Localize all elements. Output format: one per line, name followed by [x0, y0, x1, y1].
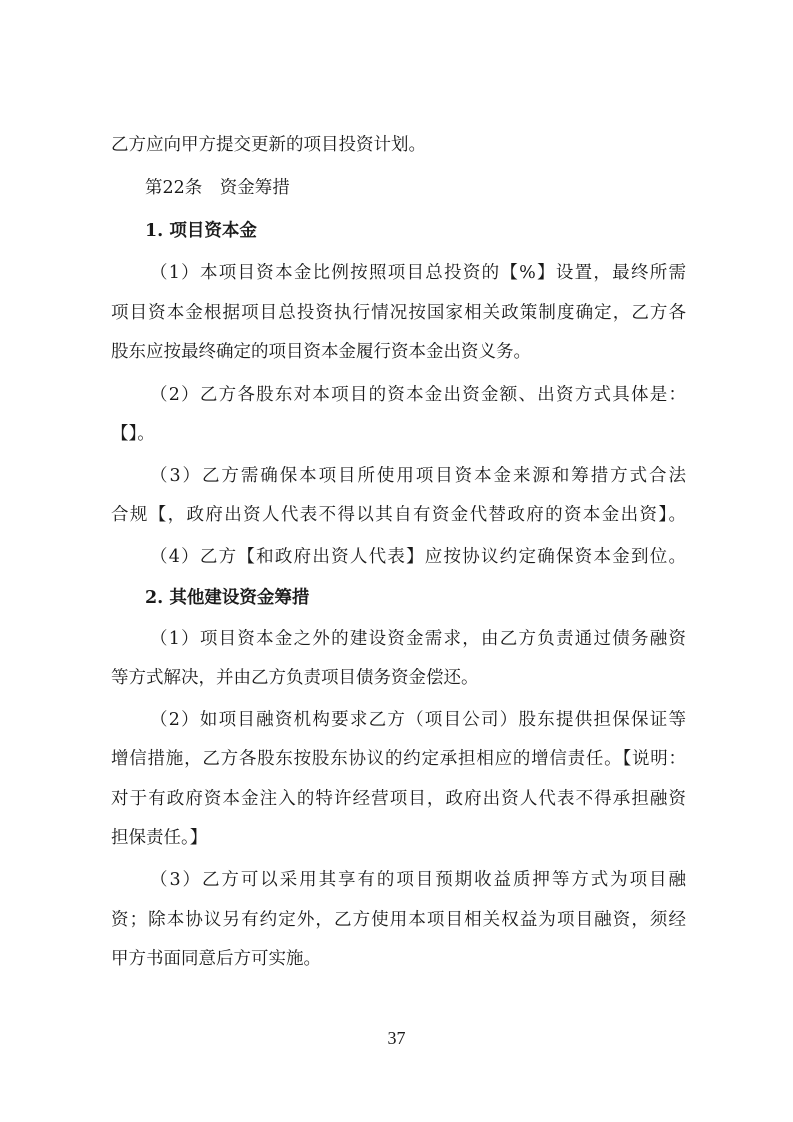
paragraph-line: 【】。	[111, 424, 155, 444]
paragraph-line: （2）乙方各股东对本项目的资本金出资金额、出资方式具体是：	[150, 385, 686, 405]
paragraph-line: （3）乙方可以采用其享有的项目预期收益质押等方式为项目融	[150, 870, 686, 890]
paragraph-line: 等方式解决，并由乙方负责项目债务资金偿还。	[111, 668, 479, 688]
paragraph-line: （2）如项目融资机构要求乙方（项目公司）股东提供担保保证等	[150, 710, 686, 730]
paragraph-line: （3）乙方需确保本项目所使用项目资本金来源和筹措方式合法	[150, 466, 686, 486]
paragraph-line: 合规【，政府出资人代表不得以其自有资金代替政府的资本金出资】。	[111, 505, 686, 525]
section-heading: 1. 项目资本金	[145, 221, 257, 241]
page-number: 37	[387, 1028, 406, 1048]
paragraph-line: （4）乙方【和政府出资人代表】应按协议约定确保资本金到位。	[150, 547, 686, 567]
paragraph-line: 股东应按最终确定的项目资本金履行资本金出资义务。	[111, 342, 531, 362]
paragraph-line: 甲方书面同意后方可实施。	[111, 949, 321, 969]
paragraph-line: 项目资本金根据项目总投资执行情况按国家相关政策制度确定，乙方各	[111, 303, 686, 323]
paragraph-line: 对于有政府资本金注入的特许经营项目，政府出资人代表不得承担融资	[111, 789, 686, 809]
section-heading: 2. 其他建设资金筹措	[145, 588, 310, 608]
article-heading: 第22条 资金筹措	[145, 178, 290, 198]
text-line: 乙方应向甲方提交更新的项目投资计划。	[111, 135, 426, 155]
paragraph-line: （1）本项目资本金比例按照项目总投资的【%】设置，最终所需	[150, 263, 686, 283]
paragraph-line: 担保责任。】	[111, 828, 208, 848]
paragraph-line: 资；除本协议另有约定外，乙方使用本项目相关权益为项目融资，须经	[111, 910, 686, 930]
paragraph-line: （1）项目资本金之外的建设资金需求，由乙方负责通过债务融资	[150, 629, 686, 649]
paragraph-line: 增信措施，乙方各股东按股东协议的约定承担相应的增信责任。【说明：	[111, 749, 686, 769]
